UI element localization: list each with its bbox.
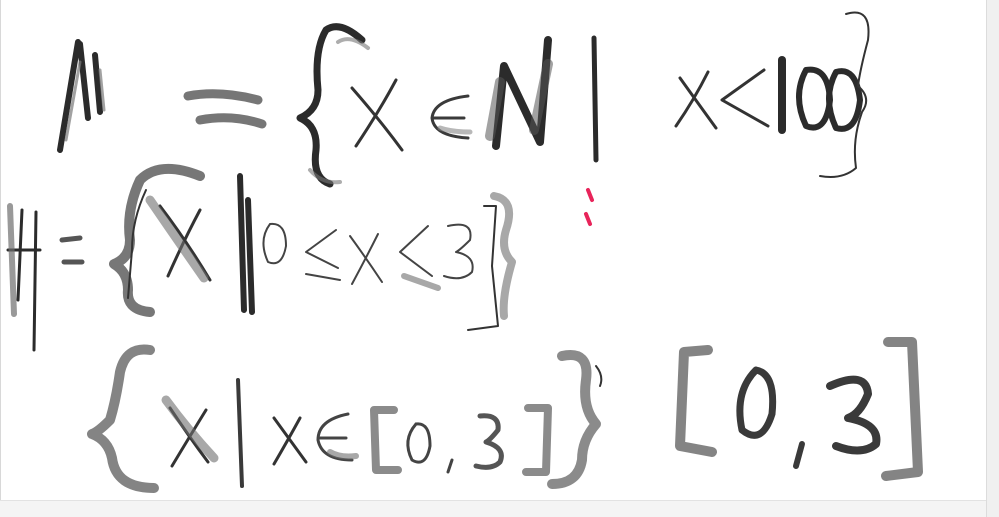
horizontal-scrollbar[interactable] xyxy=(0,500,986,517)
stroke-bar-2 xyxy=(240,176,252,312)
stroke-digit-3a xyxy=(444,225,473,279)
stroke-comma-2 xyxy=(796,444,802,466)
stroke-bracket-right-2 xyxy=(886,342,918,476)
red-dot-bottom xyxy=(586,214,590,224)
stroke-bracket-left-2 xyxy=(680,350,712,452)
stroke-digit-3c xyxy=(830,380,876,451)
stroke-bracket-right-1 xyxy=(526,408,548,472)
stroke-x-5-shadow xyxy=(166,400,214,458)
stroke-x-2 xyxy=(676,72,716,128)
stroke-digit-0a xyxy=(799,70,830,128)
line-2-strokes xyxy=(8,169,512,350)
stroke-x-6 xyxy=(274,418,306,464)
line-3-strokes xyxy=(92,349,601,488)
stroke-leq xyxy=(306,230,340,280)
stroke-brace-right-3-thin xyxy=(596,366,601,386)
stroke-x-1 xyxy=(352,80,402,150)
stroke-digit-3b xyxy=(476,416,501,468)
stroke-digit-0e xyxy=(740,370,773,435)
stroke-x-4 xyxy=(350,234,382,284)
line-4-strokes xyxy=(680,342,918,476)
stroke-equals-2 xyxy=(62,238,82,262)
stroke-equals xyxy=(188,94,262,124)
stroke-a-shadow xyxy=(10,206,14,314)
stroke-less-than-1 xyxy=(722,70,768,126)
red-dot-top xyxy=(588,190,592,200)
stroke-brace-left-2 xyxy=(114,169,200,312)
stroke-brace-right-3 xyxy=(552,355,596,484)
stroke-element-of-shadow xyxy=(440,128,470,132)
stroke-brace-left-3 xyxy=(92,349,154,488)
stroke-bar-1 xyxy=(594,38,596,160)
stroke-less-than-2-shadow xyxy=(404,276,438,288)
red-marks xyxy=(586,190,592,224)
stroke-digit-0b xyxy=(829,71,860,129)
stroke-x-3-shadow xyxy=(150,200,204,278)
stroke-less-than-2 xyxy=(400,226,432,276)
stroke-digit-0d xyxy=(408,424,430,462)
line-1-strokes xyxy=(60,12,869,184)
stroke-element-of-2-shadow xyxy=(330,452,356,457)
stroke-comma-1 xyxy=(448,460,452,472)
stroke-brace-left-1 xyxy=(300,27,362,184)
stroke-brace-right-2-shadow xyxy=(494,196,512,316)
vertical-scrollbar[interactable] xyxy=(986,0,999,517)
stroke-bracket-left-1 xyxy=(374,410,398,470)
stroke-digit-0c xyxy=(263,224,286,263)
stroke-bar-3 xyxy=(238,380,242,486)
